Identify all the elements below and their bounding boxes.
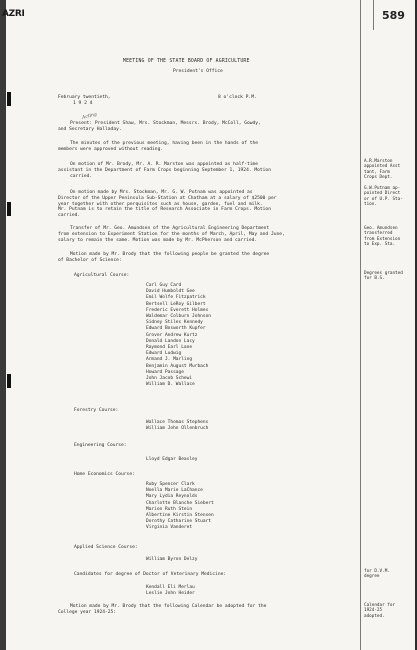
graduate-name: Grover Andrew Kurtz (146, 332, 198, 338)
minutes-paragraph: The minutes of the previous meeting, having been in the hands of the members were approved without reading. (58, 141, 259, 152)
graduate-name: Lloyd Edgar Beasley (146, 457, 198, 462)
present-paragraph: Present: President Shaw, Mrs. Stockman, Messrs. Brody, McColl, Gowdy, and Secretary Halladay. (58, 121, 261, 132)
graduate-name: William Byron Delzy (146, 557, 198, 562)
dvm-names (146, 585, 195, 597)
binding-mark (7, 202, 11, 216)
graduate-name: Frederic Everett Holmes (146, 307, 209, 313)
engineering-names (146, 457, 197, 463)
binding-mark (7, 92, 11, 106)
amundsen-paragraph: Transfer of Mr. Geo. Amundsen of the Agricultural Engineering Department from extension to Experiment Station for the months of March, April, May and June, salary to remain the same. Motion was made by Mr. McPherson and carried. (58, 226, 285, 243)
graduate-name: Albertine Kirstin Stensen (146, 513, 214, 519)
graduate-name: Edward Bosworth Kupfer (146, 326, 206, 332)
margin-note-degrees: Degrees granted for B.S. (364, 271, 403, 282)
graduate-name: Donald Landon Lacy (146, 338, 195, 344)
margin-note-amundsen: Geo. Amundsen transferred from Extension to Exp. Sta. (364, 226, 401, 248)
graduate-name: Virginia Vanderet (146, 525, 193, 531)
graduate-name: Howard Passage (146, 369, 184, 375)
graduate-name: Marion Ruth Stein (146, 506, 193, 512)
page-number: 589 (382, 9, 405, 22)
home-economics-names (146, 482, 214, 532)
applied-science-heading: Applied Science Course: (74, 545, 138, 550)
graduate-name: David Humboldt Gee (146, 289, 195, 295)
graduate-name: John Jacob Schewi (146, 376, 193, 382)
forestry-names (146, 420, 208, 432)
graduate-name: Noella Marie LaChance (146, 488, 203, 494)
graduate-name: Kendall Eli Merlau (146, 585, 195, 590)
graduate-name: Waldemar Colburn Johnson (146, 314, 212, 320)
graduate-name: Bertsell LeRoy Gilbert (146, 301, 206, 307)
graduate-name: William D. Wallace (146, 382, 195, 388)
home-economics-heading: Home Economics Course: (74, 472, 135, 477)
applied-science-names (146, 557, 197, 563)
graduate-name: Emil Wolfe Fitzpatrick (146, 295, 206, 301)
handwritten-insert: Acting (81, 112, 98, 121)
graduate-name: William John Ollenbruch (146, 426, 209, 432)
graduate-name: Dorothy Catharine Stuart (146, 519, 212, 525)
forestry-heading: Forestry Course: (74, 408, 119, 413)
graduate-name: Benjamin August Murbach (146, 363, 209, 369)
calendar-motion: Motion made by Mr. Brody that the following Calendar be adopted for the College year 1924-25: (58, 604, 267, 615)
date-line: February twentieth, (58, 95, 111, 100)
margin-rule (360, 0, 361, 650)
agricultural-names (146, 283, 211, 388)
marston-paragraph: On motion of Mr. Brody, Mr. A. R. Marston was appointed as half-time assistant in the Department of Farm Crops beginning September 1, 1924. Motion carried. (58, 162, 271, 179)
binding-mark (7, 374, 11, 388)
graduate-name: Leslie John Heider (146, 591, 195, 597)
corner-rule (373, 0, 374, 30)
putnam-paragraph: On motion made by Mrs. Stockman, Mr. G. W. Putnam was appointed as Director of the Upper Peninsula Sub-Station at Chatham at a salary of $2500 per year together with other perquisites such as house, garden, fuel and milk. Mr. Putnam is to retain the title of Research Associate in Farm Crops. Motion carried. (58, 190, 277, 219)
meeting-title: MEETING OF THE STATE BOARD OF AGRICULTURE (123, 59, 250, 64)
graduate-name: Mary Lydia Reynolds (146, 494, 198, 500)
binding-edge (0, 0, 6, 650)
margin-note-putnam: G.W.Putnam ap- pointed Direct or of U.P. Sta- tion. (364, 186, 403, 208)
year-line: 1 9 2 4 (73, 101, 93, 106)
graduate-name: Raymond Earl Lane (146, 345, 193, 351)
corner-label: AZRI (2, 9, 25, 19)
margin-note-calendar: Calendar for 1924-25 adopted. (364, 603, 396, 619)
graduate-name: Charlotte Blanche Siebert (146, 500, 214, 506)
office-line: President's Office (173, 69, 223, 74)
engineering-heading: Engineering Course: (74, 443, 127, 448)
graduate-name: Edward Ludwig (146, 351, 182, 357)
margin-note-dvm: for D.V.M. degree (364, 569, 390, 580)
time-line: 8 o'clock P.M. (218, 95, 257, 100)
margin-note-marston: A.R.Marston appointed Asst tant, Farm Crops Dept. (364, 159, 401, 181)
dvm-heading: Candidates for degree of Doctor of Veterinary Medicine: (74, 572, 227, 577)
degrees-motion: Motion made by Mr. Brody that the following people be granted the degree of Bachelor of Science: (58, 252, 270, 263)
graduate-name: Ruby Spencer Clark (146, 482, 195, 487)
agricultural-heading: Agricultural Course: (74, 273, 130, 278)
graduate-name: Wallace Thomas Stephens (146, 420, 209, 425)
graduate-name: Armand J. Marling (146, 357, 193, 363)
graduate-name: Sidney Stiles Kennedy (146, 320, 203, 326)
graduate-name: Carl Guy Card (146, 283, 182, 288)
